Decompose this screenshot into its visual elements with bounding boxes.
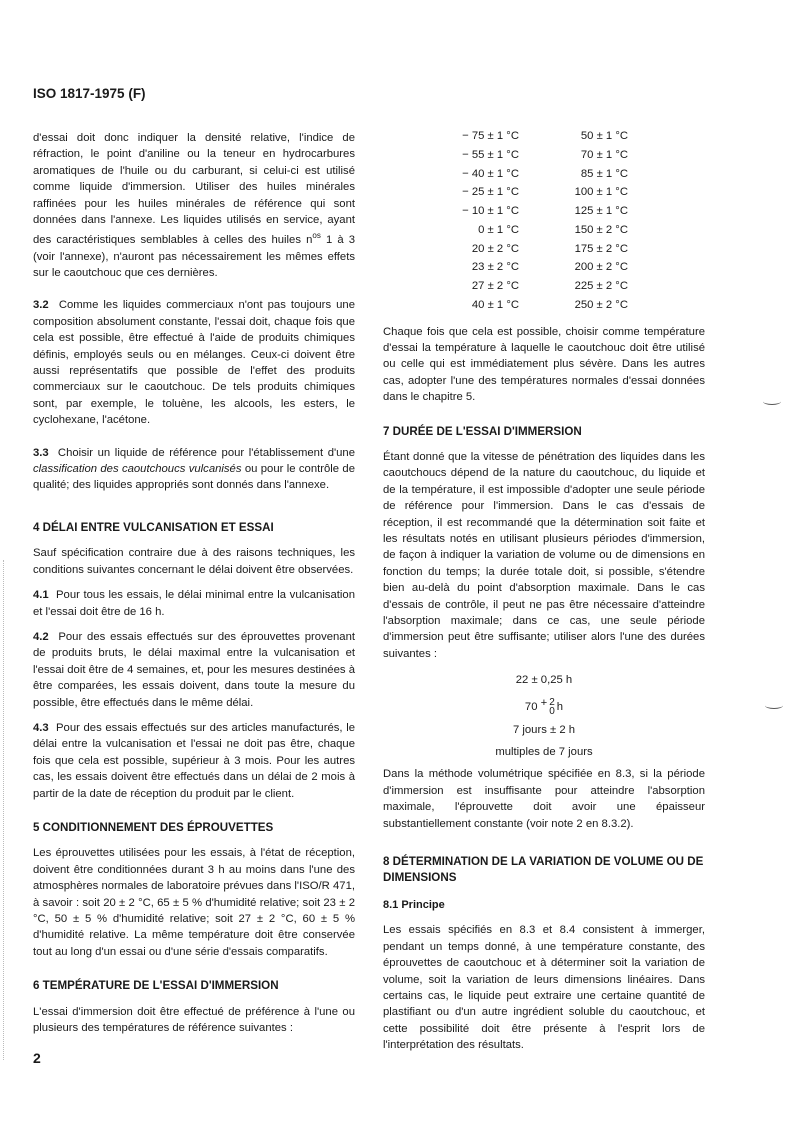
section-text: Choisir un liquide de référence pour l'établissement d'une xyxy=(57,446,355,459)
section-number: 4.2 xyxy=(33,630,49,643)
scan-mark xyxy=(765,702,783,709)
paragraph-text: d'essai doit donc indiquer la densité relative, l'indice de réfraction, le point d'aniline ou la teneur en hydrocarbures aromatiques de l'huile ou du carburant, si celui-ci est utilisé comme liquide d'immersion. Utiliser des huiles minérales raffinées pour les huiles minérales de référence qui sont données dans l'annexe. Les liquides utilisés en service, ayant des caractéristiques semblables à celles des huiles xyxy=(33,132,355,247)
duration-70h xyxy=(383,695,705,716)
temperature-row xyxy=(383,243,705,262)
temperature-high: 50 ± 1 °C xyxy=(580,130,628,142)
section-4-1 xyxy=(33,587,355,620)
document-header: ISO 1817-1975 (F) xyxy=(33,86,146,101)
scan-edge xyxy=(3,560,5,1060)
section-number: 3.2 xyxy=(33,299,49,312)
paragraph-temperature-choice: Chaque fois que cela est possible, choisir comme température d'essai la température à laquelle le caoutchouc doit être utilisé ou celle qui est immédiatement plus sévère. Dans les autres cas, adopter l'une des températures normales d'essai données dans le chapitre 5. xyxy=(383,325,705,404)
section-text: ou pour le contrôle de qualité; des liquides appropriés sont donnés dans l'annexe. xyxy=(33,463,355,492)
duration-multiples: multiples de 7 jours xyxy=(495,746,593,759)
emphasis-text: classification des caoutchoucs vulcanisés xyxy=(33,463,242,476)
temperature-row xyxy=(383,299,705,318)
section-text: Pour des essais effectués sur des éprouvettes provenant de produits bruts, le délai maximal entre la vulcanisation et l'essai doit être de 4 semaines, et, pour les mesures destinées à être comparées, les essais doivent, dans toute la mesure du possible, être effectués dans le même délai. xyxy=(33,630,355,709)
section-4-2 xyxy=(33,629,355,711)
temperature-list xyxy=(383,130,705,318)
section-4-3 xyxy=(33,720,355,802)
tolerance-upper: 2 xyxy=(549,696,555,708)
section-number: 3.3 xyxy=(33,446,49,459)
paragraph-volumetric: Dans la méthode volumétrique spécifiée en 8.3, si la période d'immersion est insuffisante pour atteindre l'absorption maximale, l'éprouvette doit avoir une épaisseur substantiellement constante (voir note 2 en 8.3.2). xyxy=(383,768,705,830)
duration-7-days: 7 jours ± 2 h xyxy=(512,723,576,736)
section-text: Pour des essais effectués sur des articles manufacturés, le délai entre la vulcanisation et l'essai ne doit pas être, chaque fois que cela est possible, supérieur à 3 mois. Pour les autres cas, les essais doivent être effectués dans un délai de 2 mois à partir de la date de réception du produit par le client. xyxy=(33,721,355,800)
section-text: Pour tous les essais, le délai minimal entre la vulcanisation et l'essai doit être de 16 h. xyxy=(33,589,355,618)
section-text: Comme les liquides commerciaux n'ont pas toujours une composition absolument constante, l'essai doit, chaque fois que cela est possible, être effectué à l'aide de produits chimiques définis, employés seuls ou en mélanges. Ceux-ci doivent être aussi représentatifs que possible de l'effet des produits commerciaux sur le caoutchouc. De tels produits chimiques sont, par exemple, le toluène, les alcools, les esters, le cyclohexane, l'acétone. xyxy=(33,299,355,427)
temperature-low: 23 ± 2 °C xyxy=(471,261,519,274)
left-column xyxy=(33,130,355,1066)
temperature-high: 125 ± 1 °C xyxy=(574,205,628,217)
numero-superscript: os xyxy=(312,231,321,241)
duration-22h: 22 ± 0,25 h xyxy=(515,674,573,687)
temperature-high: 70 ± 1 °C xyxy=(580,148,628,161)
temperature-row xyxy=(383,168,705,187)
temperature-row xyxy=(383,130,705,149)
temperature-row xyxy=(383,149,705,168)
heading-section-6: 6 TEMPÉRATURE DE L'ESSAI D'IMMERSION xyxy=(33,979,279,993)
temperature-low: 40 ± 1 °C xyxy=(471,298,519,311)
temperature-low: − 75 ± 1 °C xyxy=(462,130,519,142)
heading-section-5: 5 CONDITIONNEMENT DES ÉPROUVETTES xyxy=(33,820,274,834)
temperature-low: 20 ± 2 °C xyxy=(471,242,519,255)
paragraph-section-4: Sauf spécification contraire due à des raisons techniques, les conditions suivantes concernant le délai doivent être observées. xyxy=(33,547,355,576)
section-3-2 xyxy=(33,297,355,428)
temperature-high: 250 ± 2 °C xyxy=(574,298,628,311)
heading-section-7: 7 DURÉE DE L'ESSAI D'IMMERSION xyxy=(383,424,582,438)
right-column xyxy=(383,130,705,1063)
temperature-low: − 40 ± 1 °C xyxy=(462,167,519,180)
paragraph-section-5: Les éprouvettes utilisées pour les essais, à l'état de réception, doivent être conditionnées durant 3 h au moins dans l'une des atmosphères normales de laboratoire prévues dans l'ISO/R 471, à savoir : soit 20 ± 2 °C, 65 ± 5 % d'humidité relative; soit 23 ± 2 °C, 50 ± 5 % d'humidité relative; soit 27 ± 2 °C, 60 ± 5 % d'humidité relative. La même température doit être conservée tout au long d'un essai ou d'une série d'essais comparatifs. xyxy=(33,847,355,958)
paragraph-section-8-1: Les essais spécifiés en 8.3 et 8.4 consistent à immerger, pendant un temps donné, à une température constante, des éprouvettes de caoutchouc et à déterminer soit la variation de volume, soit la variation de leurs dimensions linéaires. Dans certains cas, le liquide peut extraire une certaine quantité de plastifiant ou d'un autre ingrédient soluble du caoutchouc, et cette possibilité doit être présente à l'esprit lors de l'interprétation des résultats. xyxy=(383,924,705,1052)
scan-mark xyxy=(763,398,781,405)
formula-tolerance xyxy=(549,698,555,716)
temperature-low: − 10 ± 1 °C xyxy=(462,205,519,217)
paragraph-section-6: L'essai d'immersion doit être effectué de préférence à l'une ou plusieurs des températures de référence suivantes : xyxy=(33,1005,355,1035)
temperature-high: 200 ± 2 °C xyxy=(574,261,628,274)
page-number: 2 xyxy=(33,1050,41,1067)
temperature-row xyxy=(383,186,705,205)
temperature-row xyxy=(383,280,705,299)
temperature-low: 0 ± 1 °C xyxy=(478,223,519,236)
paragraph-section-7: Étant donné que la vitesse de pénétration des liquides dans les caoutchoucs dépend de la nature du caoutchouc, du liquide et de la température, il est impossible d'adopter une seule période de référence pour l'immersion. Dans le cas d'essais de réception, il est recommandé que la détermination soit faite et les résultats notés en utilisant plusieurs périodes d'immersion, de façon à indiquer la variation de volume ou de dimensions en fonction du temps; la durée totale doit, si possible, s'étendre bien au-delà du point d'absorption maximale. Dans le cas d'essais de contrôle, il peut ne pas être nécessaire d'atteindre l'absorption maximale; dans ce cas, une seule période d'immersion peut être suffisante; utiliser alors l'une des durées suivantes : xyxy=(383,450,705,660)
section-number: 4.3 xyxy=(33,721,49,734)
formula-base: 70 xyxy=(524,700,538,713)
temperature-high: 150 ± 2 °C xyxy=(574,223,628,236)
temperature-row xyxy=(383,205,705,224)
heading-section-8: 8 DÉTERMINATION DE LA VARIATION DE VOLUME OU DE DIMENSIONS xyxy=(383,855,704,885)
temperature-low: − 25 ± 1 °C xyxy=(462,186,519,199)
section-3-3 xyxy=(33,445,355,494)
temperature-low: − 55 ± 1 °C xyxy=(462,148,519,161)
formula-plus: + xyxy=(540,696,548,709)
temperature-high: 85 ± 1 °C xyxy=(580,167,628,180)
temperature-row xyxy=(383,224,705,243)
temperature-row xyxy=(383,261,705,280)
section-number: 4.1 xyxy=(33,589,49,602)
heading-section-4: 4 DÉLAI ENTRE VULCANISATION ET ESSAI xyxy=(33,520,274,534)
formula-unit: h xyxy=(556,700,564,713)
numero-abbrev: n xyxy=(306,234,313,247)
heading-section-8-1: 8.1 Principe xyxy=(383,898,445,911)
temperature-high: 100 ± 1 °C xyxy=(574,186,628,199)
tolerance-lower: 0 xyxy=(549,705,555,717)
temperature-high: 225 ± 2 °C xyxy=(574,280,628,292)
temperature-high: 175 ± 2 °C xyxy=(574,242,628,255)
temperature-low: 27 ± 2 °C xyxy=(471,280,519,292)
paragraph-text: 1 à 3 (voir l'annexe), n'auront pas nécessairement les mêmes effets sur le caoutchouc que ces dernières. xyxy=(33,234,356,280)
paragraph-oil-properties xyxy=(33,130,355,281)
